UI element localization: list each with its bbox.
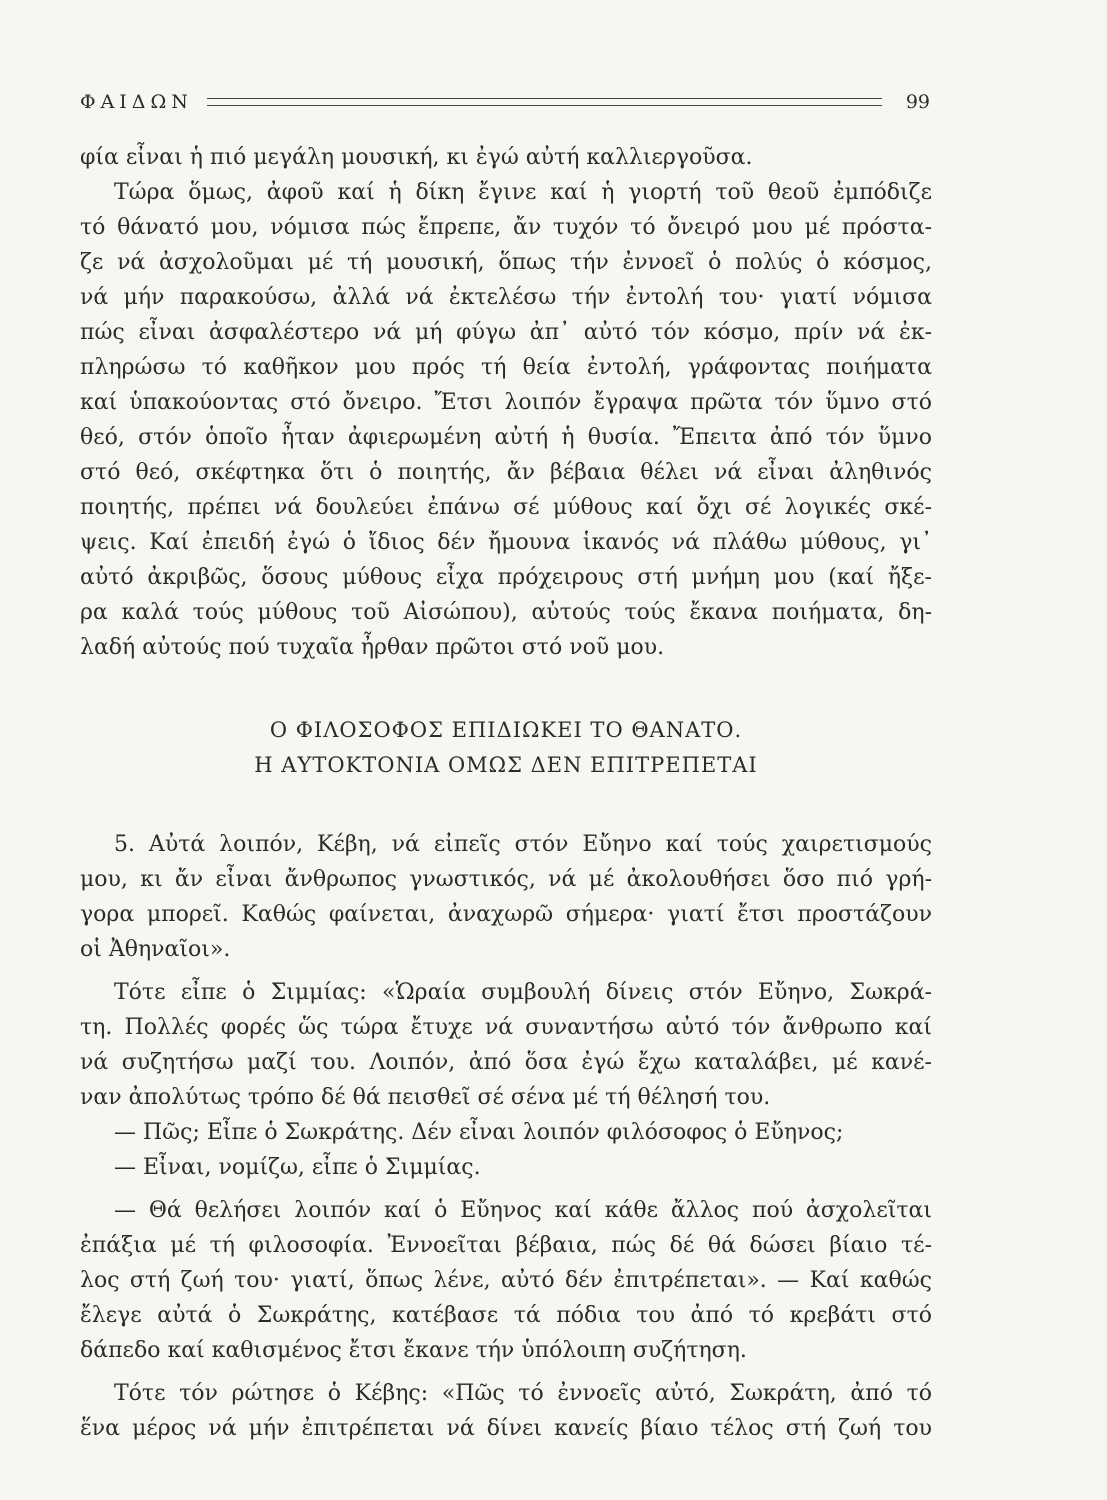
text-line: Τότε εἶπε ὁ Σιμμίας: «Ὡραία συμβουλή δίνεις στόν Εὔηνο, Σωκρά- [114, 980, 932, 1005]
running-title: ΦΑΙΔΩΝ [80, 91, 193, 113]
paragraph [80, 140, 932, 665]
text-line: ναν ἀπολύτως τρόπο δέ θά πεισθεῖ σέ σένα μέ τή θέλησή του. [80, 1085, 771, 1110]
text-line: τό θάνατό μου, νόμισα πώς ἔπρεπε, ἄν τυχόν τό ὄνειρό μου μέ πρόστα- [80, 215, 932, 240]
paragraph [80, 975, 932, 1115]
paragraph [80, 1115, 932, 1150]
paragraph-gap [80, 1368, 932, 1376]
paragraph-gap [80, 967, 932, 975]
text-line: ποιητής, πρέπει νά δουλεύει ἐπάνω σέ μύθους καί ὄχι σέ λογικές σκέ- [80, 495, 932, 520]
text-line: — Εἶναι, νομίζω, εἶπε ὁ Σιμμίας. [114, 1155, 481, 1180]
text-line: Τώρα ὅμως, ἀφοῦ καί ἡ δίκη ἔγινε καί ἡ γιορτή τοῦ θεοῦ ἐμπόδιζε [114, 180, 932, 205]
paragraph [80, 827, 932, 967]
text-line: ρα καλά τούς μύθους τοῦ Αἰσώπου), αὐτούς τούς ἔκανα ποιήματα, δη- [80, 600, 932, 625]
text-line: οἱ Ἀθηναῖοι». [80, 937, 231, 962]
paragraph [80, 1150, 932, 1185]
page-number: 99 [905, 91, 930, 113]
text-line: 5. Αὐτά λοιπόν, Κέβη, νά εἰπεῖς στόν Εὔηνο καί τούς χαιρετισμούς [114, 832, 932, 857]
text-line: λαδή αὐτούς πού τυχαῖα ἦρθαν πρῶτοι στό νοῦ μου. [80, 635, 665, 660]
text-line: δάπεδο καί καθισμένος ἔτσι ἔκανε τήν ὑπόλοιπη συζήτηση. [80, 1338, 747, 1363]
body-text [80, 140, 932, 1446]
text-line: νά μήν παρακούσω, ἀλλά νά ἐκτελέσω τήν ἐντολή του· γιατί νόμισα [80, 285, 932, 310]
running-header [80, 88, 930, 116]
section-heading-line: Η ΑΥΤΟΚΤΟΝΙΑ ΟΜΩΣ ΔΕΝ ΕΠΙΤΡΕΠΕΤΑΙ [254, 753, 758, 777]
text-line: θεό, στόν ὁποῖο ἦταν ἀφιερωμένη αὐτή ἡ θυσία. Ἔπειτα ἀπό τόν ὕμνο [80, 425, 932, 450]
text-line: ψεις. Καί ἐπειδή ἐγώ ὁ ἴδιος δέν ἤμουνα ἱκανός νά πλάθω μύθους, γι᾿ [80, 530, 932, 555]
text-line: αὐτό ἀκριβῶς, ὅσους μύθους εἶχα πρόχειρους στή μνήμη μου (καί ἤξε- [80, 565, 932, 590]
header-rule [207, 98, 882, 106]
text-line: ἕνα μέρος νά μήν ἐπιτρέπεται νά δίνει κανείς βίαιο τέλος στή ζωή του [80, 1416, 932, 1441]
text-line: νά συζητήσω μαζί του. Λοιπόν, ἀπό ὅσα ἐγώ ἔχω καταλάβει, μέ κανέ- [80, 1050, 932, 1075]
text-line: φία εἶναι ἡ πιό μεγάλη μουσική, κι ἐγώ αὐτή καλλιεργοῦσα. [80, 145, 753, 170]
section-heading [80, 713, 932, 783]
section-heading-line: Ο ΦΙΛΟΣΟΦΟΣ ΕΠΙΔΙΩΚΕΙ ΤΟ ΘΑΝΑΤΟ. [269, 718, 743, 742]
text-line: καί ὑπακούοντας στό ὄνειρο. Ἔτσι λοιπόν ἔγραψα πρῶτα τόν ὕμνο στό [80, 390, 932, 415]
text-line: ἔλεγε αὐτά ὁ Σωκράτης, κατέβασε τά πόδια του ἀπό τό κρεβάτι στό [80, 1303, 932, 1328]
text-line: Τότε τόν ρώτησε ὁ Κέβης: «Πῶς τό ἐννοεῖς αὐτό, Σωκράτη, ἀπό τό [114, 1381, 932, 1406]
text-line: λος στή ζωή του· γιατί, ὅπως λένε, αὐτό δέν ἐπιτρέπεται». — Καί καθώς [80, 1268, 932, 1293]
text-line: μου, κι ἄν εἶναι ἄνθρωπος γνωστικός, νά μέ ἀκολουθήσει ὅσο πιό γρή- [80, 867, 932, 892]
text-line: πληρώσω τό καθῆκον μου πρός τή θεία ἐντολή, γράφοντας ποιήματα [80, 355, 932, 380]
paragraph [80, 1376, 932, 1446]
text-line: τη. Πολλές φορές ὥς τώρα ἔτυχε νά συναντήσω αὐτό τόν ἄνθρωπο καί [80, 1015, 932, 1040]
text-line: πώς εἶναι ἀσφαλέστερο νά μή φύγω ἀπ᾿ αὐτό τόν κόσμο, πρίν νά ἐκ- [80, 320, 932, 345]
text-line: — Πῶς; Εἶπε ὁ Σωκράτης. Δέν εἶναι λοιπόν φιλόσοφος ὁ Εὔηνος; [114, 1120, 844, 1145]
text-line: — Θά θελήσει λοιπόν καί ὁ Εὔηνος καί κάθε ἄλλος πού ἀσχολεῖται [114, 1198, 932, 1223]
text-line: γορα μπορεῖ. Καθώς φαίνεται, ἀναχωρῶ σήμερα· γιατί ἔτσι προστάζουν [80, 902, 932, 927]
paragraph-gap [80, 1185, 932, 1193]
text-line: ἐπάξια μέ τή φιλοσοφία. Ἐννοεῖται βέβαια, πώς δέ θά δώσει βίαιο τέ- [80, 1233, 932, 1258]
text-line: ζε νά ἀσχολοῦμαι μέ τή μουσική, ὅπως τήν ἐννοεῖ ὁ πολύς ὁ κόσμος, [80, 250, 932, 275]
text-line: στό θεό, σκέφτηκα ὅτι ὁ ποιητής, ἄν βέβαια θέλει νά εἶναι ἀληθινός [80, 460, 932, 485]
paragraph [80, 1193, 932, 1368]
